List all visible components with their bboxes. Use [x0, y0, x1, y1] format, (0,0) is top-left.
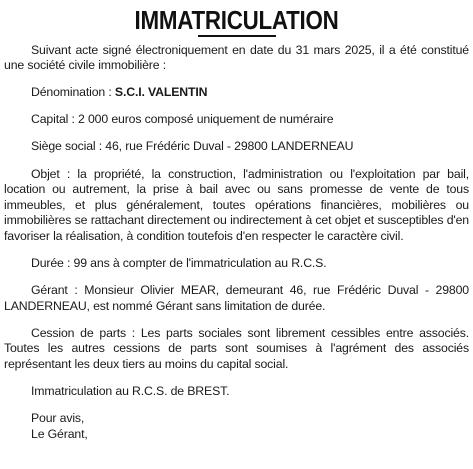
- cession-paragraph: Cession de parts : Les parts sociales sont librement cessibles entre associés. Toutes les autres cessions de parts sont soumises à l'agrément des associés représentant les deux tiers au moins du capital social.: [4, 325, 469, 371]
- title-underline: [198, 35, 276, 37]
- denomination-paragraph: [4, 85, 469, 101]
- capital-paragraph: Capital : 2 000 euros composé uniquement de numéraire: [31, 112, 334, 127]
- denomination-value: S.C.I. VALENTIN: [114, 85, 208, 100]
- intro-paragraph: Suivant acte signé électroniquement en date du 31 mars 2025, il a été constitué une société civile immobilière :: [4, 42, 469, 73]
- duree-paragraph: Durée : 99 ans à compter de l'immatriculation au R.C.S.: [31, 256, 327, 271]
- closing-le-gerant: Le Gérant,: [31, 426, 88, 441]
- notice-title: IMMATRICULATION: [134, 5, 339, 35]
- gerant-paragraph: Gérant : Monsieur Olivier MEAR, demeurant 46, rue Frédéric Duval - 29800 LANDERNEAU, est nommé Gérant sans limitation de durée.: [4, 283, 469, 313]
- closing-pour-avis: Pour avis,: [31, 411, 85, 426]
- immatriculation-paragraph: Immatriculation au R.C.S. de BREST.: [31, 384, 230, 399]
- objet-paragraph: Objet : la propriété, la construction, l'administration ou l'exploitation par bail, location ou autrement, la prise à bail avec ou sans promesse de vente de tous immeubles, et plus généralement, toutes opérations financières, mobilières ou immobilières se rattachant directement ou indirectement à cet objet et susceptibles d'en favoriser la réalisation, à condition toutefois d'en respecter le caractère civil.: [4, 166, 469, 243]
- denomination-label: Dénomination :: [31, 85, 115, 100]
- siege-paragraph: Siège social : 46, rue Frédéric Duval - 29800 LANDERNEAU: [31, 139, 354, 154]
